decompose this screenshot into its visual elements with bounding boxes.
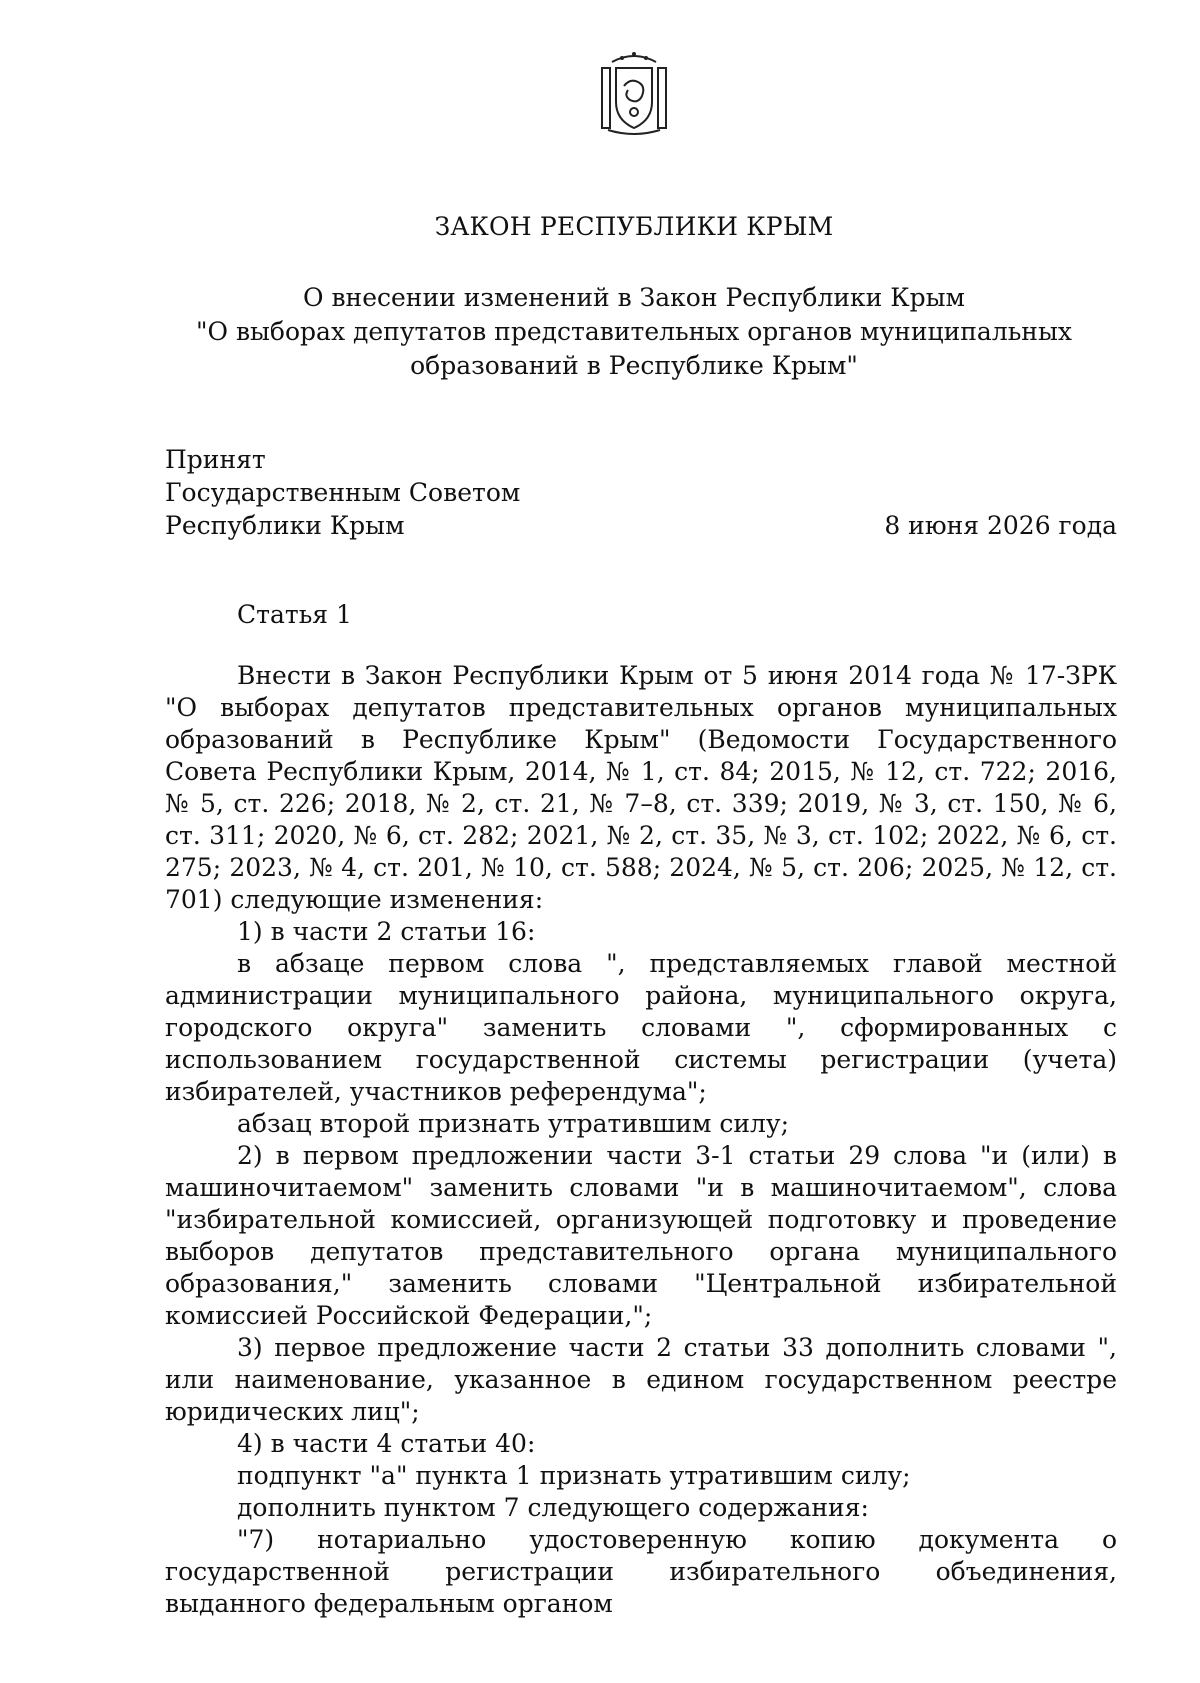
adoption-line: Принят [165,445,266,474]
article-heading: Статья 1 [237,600,352,629]
subtitle-line: О внесении изменений в Закон Республики Крым [303,283,965,312]
adoption-date: 8 июня 2026 года [884,511,1117,540]
paragraph: 1) в части 2 статьи 16: [237,917,536,946]
subtitle-line: образований в Республике Крым" [410,351,858,380]
paragraph: 4) в части 4 статьи 40: [237,1429,536,1458]
subtitle-line: "О выборах депутатов представительных органов муниципальных [196,317,1072,346]
article-body [165,660,1117,1620]
paragraph: 3) первое предложение части 2 статьи 33 дополнить словами ", или наименование, указанное в едином государственном реестре юридических лиц"; [165,1333,1117,1426]
adoption-block [165,443,520,542]
document-title: ЗАКОН РЕСПУБЛИКИ КРЫМ [434,212,834,241]
paragraph: в абзаце первом слова ", представляемых главой местной администрации муниципального района, муниципального округа, городского округа" заменить словами ", сформированных с использованием государственной системы регистрации (учета) избирателей, участников референдума"; [165,949,1117,1106]
crimea-coat-of-arms-icon [598,50,670,136]
paragraph: 2) в первом предложении части 3-1 статьи 29 слова "и (или) в машиночитаемом" заменить словами "и в машиночитаемом", слова "избирательной комиссией, организующей подготовку и проведение выборов депутатов представительного органа муниципального образования," заменить словами "Центральной избирательной комиссией Российской Федерации,"; [165,1141,1117,1330]
paragraph: абзац второй признать утратившим силу; [237,1109,790,1138]
document-subtitle [0,281,1200,383]
paragraph: Внести в Закон Республики Крым от 5 июня 2014 года № 17-ЗРК "О выборах депутатов представительных органов муниципальных образований в Республике Крым" (Ведомости Государственного Совета Республики Крым, 2014, № 1, ст. 84; 2015, № 12, ст. 722; 2016, № 5, ст. 226; 2018, № 2, ст. 21, № 7–8, ст. 339; 2019, № 3, ст. 150, № 6, ст. 311; 2020, № 6, ст. 282; 2021, № 2, ст. 35, № 3, ст. 102; 2022, № 6, ст. 275; 2023, № 4, ст. 201, № 10, ст. 588; 2024, № 5, ст. 206; 2025, № 12, ст. 701) следующие изменения: [165,661,1117,914]
adoption-line: Государственным Советом [165,478,521,507]
paragraph: подпункт "а" пункта 1 признать утратившим силу; [237,1461,911,1490]
paragraph: "7) нотариально удостоверенную копию документа о государственной регистрации избирательного объединения, выданного федеральным органом [165,1525,1117,1618]
adoption-line: Республики Крым [165,511,405,540]
paragraph: дополнить пунктом 7 следующего содержания: [237,1493,869,1522]
